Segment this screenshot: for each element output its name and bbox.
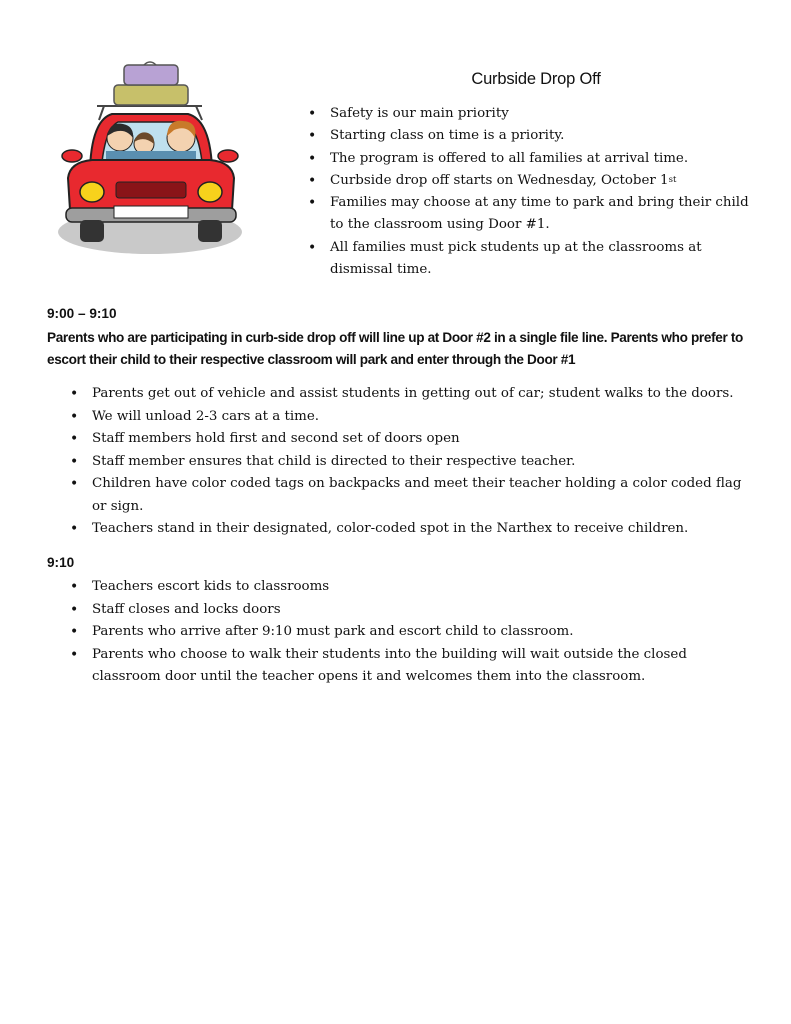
list-item: • Children have color coded tags on backpacks and meet their teacher holding a color coded flag or sign.: [68, 473, 758, 518]
luggage-top: [124, 65, 178, 85]
list-item: • Staff member ensures that child is directed to their respective teacher.: [68, 451, 758, 474]
list-item: • Parents get out of vehicle and assist students in getting out of car; student walks to the doors.: [68, 383, 758, 406]
list-item: • The program is offered to all families at arrival time.: [306, 148, 766, 170]
list-item: • We will unload 2-3 cars at a time.: [68, 406, 758, 429]
list-item: • Parents who choose to walk their students into the building will wait outside the closed classroom door until the teacher opens it and welcomes them into the classroom.: [68, 644, 758, 689]
summary-list: [306, 103, 766, 281]
section-intro: Parents who are participating in curb-side drop off will line up at Door #2 in a single file line. Parents who prefer to escort their child to their respective classroom will park and enter through the Door #1: [47, 330, 743, 367]
page-title: Curbside Drop Off: [471, 70, 601, 88]
headlight-left: [80, 182, 104, 202]
list-item: • Parents who arrive after 9:10 must park and escort child to classroom.: [68, 621, 758, 644]
luggage-bottom: [114, 85, 188, 105]
wheel-left: [80, 220, 104, 242]
license-plate: [114, 206, 188, 218]
section-time-heading: 9:00 – 9:10: [47, 306, 117, 321]
procedure-list: [68, 383, 758, 541]
curbside-summary: [306, 70, 766, 281]
list-item: • Starting class on time is a priority.: [306, 125, 766, 147]
ordinal-suffix: st: [668, 174, 677, 185]
list-item: [306, 170, 766, 192]
list-item: • Families may choose at any time to park and bring their child to the classroom using Door #1.: [306, 192, 766, 237]
closing-list: [68, 576, 758, 689]
list-item: • Staff closes and locks doors: [68, 599, 758, 622]
car-illustration: [52, 58, 248, 258]
wheel-right: [198, 220, 222, 242]
start-date-text: Curbside drop off starts on Wednesday, October 1: [330, 172, 669, 188]
headlight-right: [198, 182, 222, 202]
list-item: • Teachers stand in their designated, color-coded spot in the Narthex to receive children.: [68, 518, 758, 541]
list-item: • All families must pick students up at the classrooms at dismissal time.: [306, 237, 766, 282]
list-item: • Safety is our main priority: [306, 103, 766, 125]
list-item: • Staff members hold first and second set of doors open: [68, 428, 758, 451]
section-time-heading: 9:10: [47, 555, 75, 570]
list-item: • Teachers escort kids to classrooms: [68, 576, 758, 599]
